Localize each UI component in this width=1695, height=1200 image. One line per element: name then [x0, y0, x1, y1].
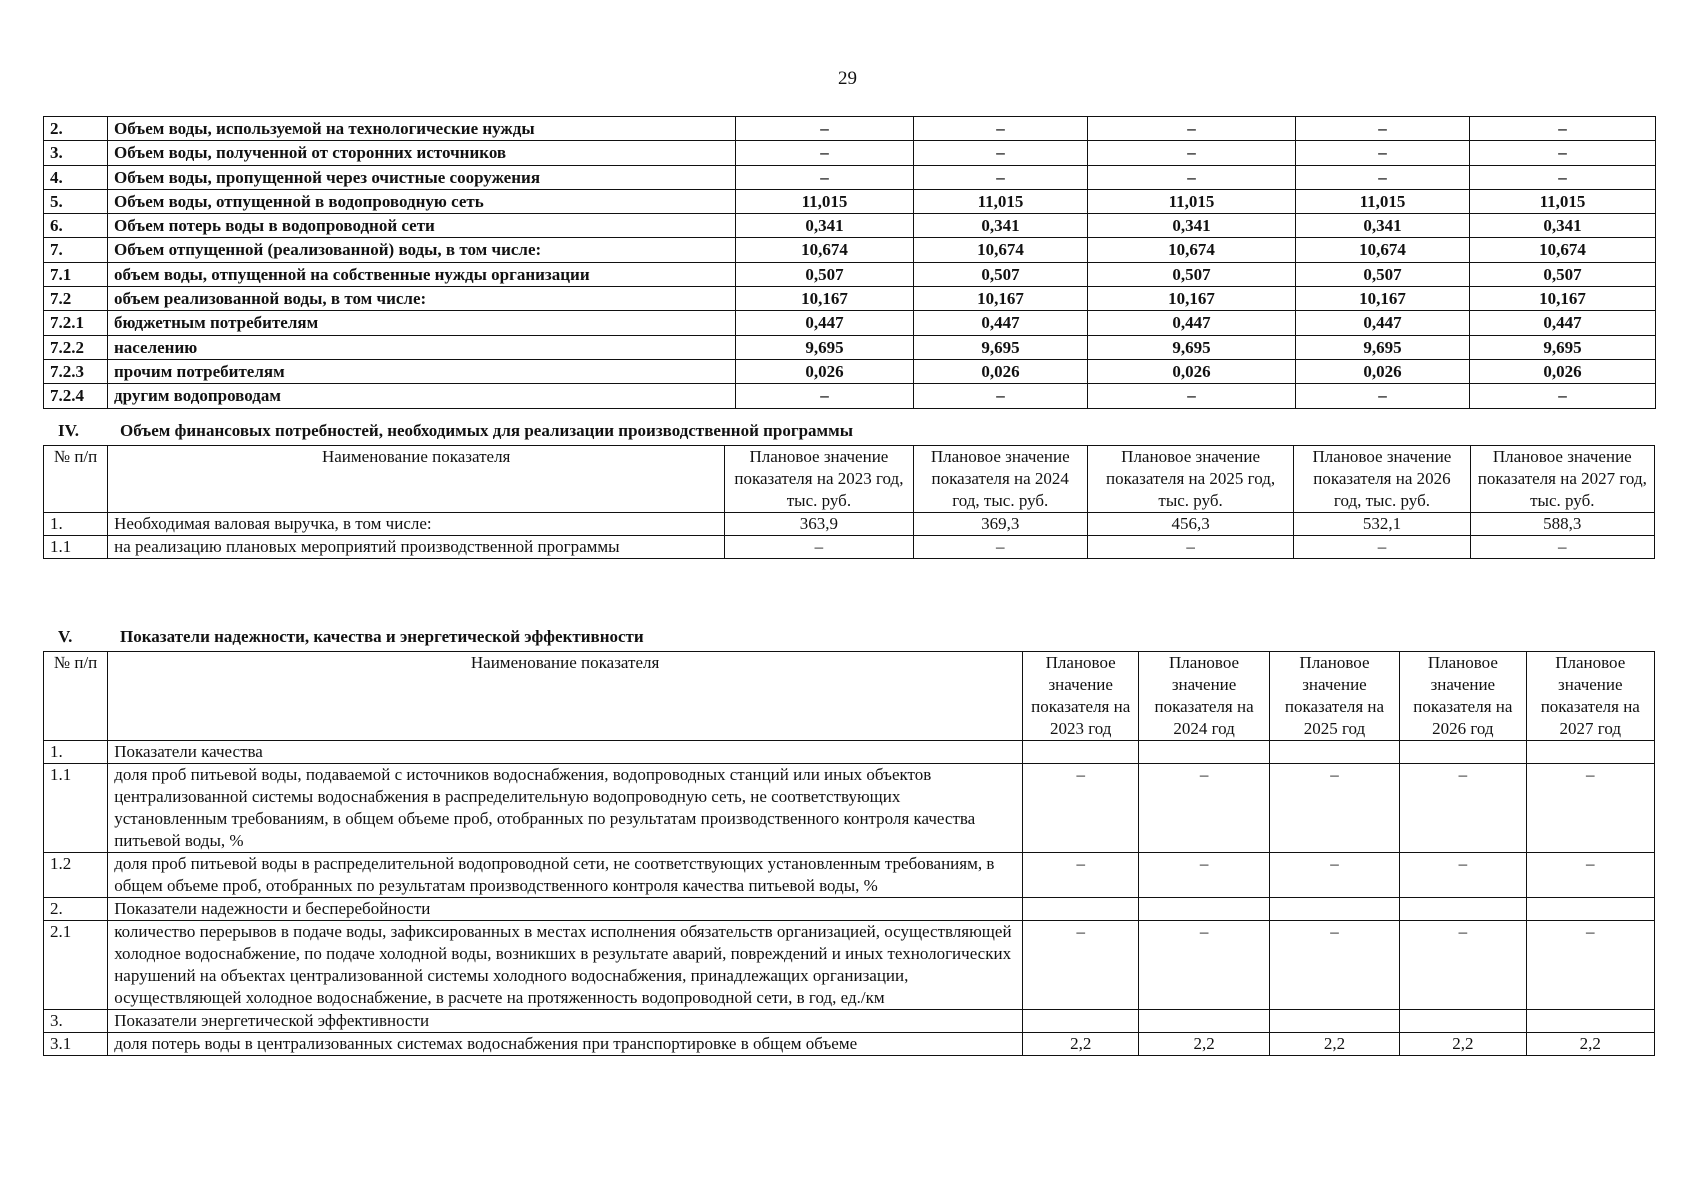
value-cell: 10,167 [1470, 287, 1656, 311]
table-row [44, 165, 1656, 189]
value-cell: – [1294, 536, 1470, 559]
table-row [44, 741, 1655, 764]
header-num: № п/п [44, 652, 108, 741]
value-cell: 0,447 [736, 311, 914, 335]
row-number: 7.2.3 [44, 359, 108, 383]
value-cell: 0,507 [1470, 262, 1656, 286]
value-cell: 10,674 [1296, 238, 1470, 262]
value-cell: 10,674 [1088, 238, 1296, 262]
row-name: объем реализованной воды, в том числе: [108, 287, 736, 311]
value-cell: – [1296, 384, 1470, 408]
row-number: 2. [44, 898, 108, 921]
table-row [44, 513, 1655, 536]
value-cell: 9,695 [1470, 335, 1656, 359]
row-name: Объем воды, отпущенной в водопроводную сеть [108, 189, 736, 213]
value-cell: 10,167 [914, 287, 1088, 311]
table-row [44, 1033, 1655, 1056]
value-cell: – [725, 536, 913, 559]
value-cell: 10,674 [1470, 238, 1656, 262]
value-cell [1139, 1010, 1269, 1033]
value-cell: 2,2 [1269, 1033, 1399, 1056]
row-number: 7.2.2 [44, 335, 108, 359]
row-name: Объем потерь воды в водопроводной сети [108, 214, 736, 238]
row-name: на реализацию плановых мероприятий производственной программы [108, 536, 725, 559]
value-cell: – [914, 117, 1088, 141]
table-row [44, 117, 1656, 141]
table-row [44, 262, 1656, 286]
value-cell [1269, 898, 1399, 921]
value-cell: 9,695 [736, 335, 914, 359]
header-year-2024: Плановое значение показателя на 2024 год [1139, 652, 1269, 741]
value-cell [1269, 741, 1399, 764]
value-cell: 0,026 [736, 359, 914, 383]
value-cell: 10,674 [914, 238, 1088, 262]
reliability-quality-table [43, 651, 1655, 1056]
value-cell: 0,507 [1296, 262, 1470, 286]
row-number: 1. [44, 741, 108, 764]
value-cell: – [914, 384, 1088, 408]
value-cell: – [736, 117, 914, 141]
value-cell: 11,015 [736, 189, 914, 213]
value-cell: 10,674 [736, 238, 914, 262]
value-cell: 11,015 [914, 189, 1088, 213]
row-name: Показатели энергетической эффективности [108, 1010, 1023, 1033]
value-cell: – [1470, 141, 1656, 165]
row-number: 1. [44, 513, 108, 536]
row-name: Объем воды, пропущенной через очистные сооружения [108, 165, 736, 189]
header-year-2023: Плановое значение показателя на 2023 год, тыс. руб. [725, 446, 913, 513]
value-cell: 10,167 [1296, 287, 1470, 311]
value-cell: 0,507 [914, 262, 1088, 286]
value-cell: 0,341 [1088, 214, 1296, 238]
value-cell: 11,015 [1088, 189, 1296, 213]
value-cell: – [1526, 764, 1654, 853]
value-cell: 10,167 [1088, 287, 1296, 311]
table-row [44, 335, 1656, 359]
water-balance-table [43, 116, 1656, 409]
row-name: объем воды, отпущенной на собственные нужды организации [108, 262, 736, 286]
row-name: Объем отпущенной (реализованной) воды, в том числе: [108, 238, 736, 262]
value-cell [1139, 741, 1269, 764]
value-cell: – [1088, 117, 1296, 141]
header-year-2026: Плановое значение показателя на 2026 год [1400, 652, 1526, 741]
value-cell: – [736, 141, 914, 165]
table-row [44, 238, 1656, 262]
header-year-2026: Плановое значение показателя на 2026 год, тыс. руб. [1294, 446, 1470, 513]
value-cell: 0,447 [914, 311, 1088, 335]
value-cell: 2,2 [1526, 1033, 1654, 1056]
row-number: 1.1 [44, 764, 108, 853]
value-cell: – [1088, 384, 1296, 408]
value-cell: – [1470, 384, 1656, 408]
value-cell: – [1088, 141, 1296, 165]
header-name: Наименование показателя [108, 446, 725, 513]
section-5-heading: Показатели надежности, качества и энергетической эффективности [120, 627, 644, 646]
value-cell: – [913, 536, 1087, 559]
value-cell: – [1400, 764, 1526, 853]
row-number: 7.2.1 [44, 311, 108, 335]
row-name: Необходимая валовая выручка, в том числе: [108, 513, 725, 536]
value-cell: 363,9 [725, 513, 913, 536]
value-cell: 9,695 [1088, 335, 1296, 359]
value-cell: 0,507 [1088, 262, 1296, 286]
section-4-heading: Объем финансовых потребностей, необходимых для реализации производственной программы [120, 421, 853, 440]
value-cell: 0,341 [1470, 214, 1656, 238]
table-row [44, 853, 1655, 898]
value-cell: 0,026 [914, 359, 1088, 383]
value-cell: 0,341 [1296, 214, 1470, 238]
value-cell: 9,695 [914, 335, 1088, 359]
value-cell: 0,341 [736, 214, 914, 238]
row-number: 7.2 [44, 287, 108, 311]
row-number: 3. [44, 1010, 108, 1033]
value-cell: 11,015 [1470, 189, 1656, 213]
value-cell: – [1088, 165, 1296, 189]
value-cell: – [1139, 921, 1269, 1010]
row-number: 5. [44, 189, 108, 213]
row-name: Объем воды, используемой на технологические нужды [108, 117, 736, 141]
value-cell: – [914, 165, 1088, 189]
row-number: 2.1 [44, 921, 108, 1010]
table-row [44, 536, 1655, 559]
row-name: бюджетным потребителям [108, 311, 736, 335]
value-cell [1023, 1010, 1139, 1033]
value-cell: – [1470, 536, 1654, 559]
value-cell: – [1470, 117, 1656, 141]
header-year-2027: Плановое значение показателя на 2027 год, тыс. руб. [1470, 446, 1654, 513]
row-name: доля потерь воды в централизованных системах водоснабжения при транспортировке в общем объеме [108, 1033, 1023, 1056]
value-cell: – [1526, 921, 1654, 1010]
value-cell: 588,3 [1470, 513, 1654, 536]
value-cell: – [1470, 165, 1656, 189]
value-cell: – [1296, 141, 1470, 165]
header-name: Наименование показателя [108, 652, 1023, 741]
row-number: 6. [44, 214, 108, 238]
table-row [44, 214, 1656, 238]
table-row [44, 384, 1656, 408]
value-cell: 2,2 [1139, 1033, 1269, 1056]
value-cell: 0,447 [1296, 311, 1470, 335]
table-row [44, 1010, 1655, 1033]
row-name: доля проб питьевой воды, подаваемой с источников водоснабжения, водопроводных станций или иных объектов централизованной системы водоснабжения в распределительную водопроводную сеть, не соответствующих установленным требованиям, в общем объеме проб, отобранных по результатам производственного контроля качества питьевой воды, % [108, 764, 1023, 853]
table-row [44, 311, 1656, 335]
row-name: населению [108, 335, 736, 359]
table-row [44, 287, 1656, 311]
value-cell: 532,1 [1294, 513, 1470, 536]
value-cell: – [736, 165, 914, 189]
table-row [44, 359, 1656, 383]
financial-needs-table [43, 445, 1655, 559]
value-cell: 0,447 [1088, 311, 1296, 335]
value-cell: 0,447 [1470, 311, 1656, 335]
value-cell: – [1023, 921, 1139, 1010]
row-name: Объем воды, полученной от сторонних источников [108, 141, 736, 165]
value-cell: 2,2 [1023, 1033, 1139, 1056]
header-year-2025: Плановое значение показателя на 2025 год, тыс. руб. [1087, 446, 1293, 513]
table-row [44, 921, 1655, 1010]
value-cell: 0,026 [1296, 359, 1470, 383]
value-cell: – [1139, 764, 1269, 853]
row-number: 7. [44, 238, 108, 262]
row-number: 3. [44, 141, 108, 165]
value-cell [1400, 898, 1526, 921]
value-cell: 11,015 [1296, 189, 1470, 213]
value-cell: – [1400, 921, 1526, 1010]
value-cell [1269, 1010, 1399, 1033]
row-number: 3.1 [44, 1033, 108, 1056]
table-row [44, 189, 1656, 213]
row-number: 4. [44, 165, 108, 189]
section-4-title [58, 421, 853, 441]
value-cell [1400, 741, 1526, 764]
value-cell: – [1269, 764, 1399, 853]
value-cell: – [1023, 853, 1139, 898]
header-year-2025: Плановое значение показателя на 2025 год [1269, 652, 1399, 741]
value-cell: – [1269, 921, 1399, 1010]
row-name: прочим потребителям [108, 359, 736, 383]
value-cell [1526, 741, 1654, 764]
value-cell [1526, 1010, 1654, 1033]
page-number: 29 [838, 68, 857, 89]
table-row [44, 141, 1656, 165]
row-name: количество перерывов в подаче воды, зафиксированных в местах исполнения обязательств организацией, осуществляющей холодное водоснабжение, по подаче холодной воды, возникших в результате аварий, повреждений и иных технологических нарушений на объектах централизованной системы холодного водоснабжения, принадлежащих организации, осуществляющей холодное водоснабжение, в расчете на протяженность водопроводной сети, в год, ед./км [108, 921, 1023, 1010]
value-cell: – [1087, 536, 1293, 559]
row-name: доля проб питьевой воды в распределительной водопроводной сети, не соответствующих установленным требованиям, в общем объеме проб, отобранных по результатам производственного контроля качества питьевой воды, % [108, 853, 1023, 898]
row-name: Показатели надежности и бесперебойности [108, 898, 1023, 921]
value-cell: – [1023, 764, 1139, 853]
value-cell [1023, 741, 1139, 764]
value-cell: 369,3 [913, 513, 1087, 536]
section-4-number: IV. [58, 421, 79, 440]
row-number: 1.2 [44, 853, 108, 898]
row-name: Показатели качества [108, 741, 1023, 764]
row-number: 2. [44, 117, 108, 141]
value-cell: – [1296, 117, 1470, 141]
value-cell: 10,167 [736, 287, 914, 311]
value-cell: – [1400, 853, 1526, 898]
section-5-number: V. [58, 627, 73, 646]
value-cell: 0,341 [914, 214, 1088, 238]
row-number: 1.1 [44, 536, 108, 559]
row-name: другим водопроводам [108, 384, 736, 408]
value-cell [1526, 898, 1654, 921]
value-cell: – [1269, 853, 1399, 898]
header-year-2023: Плановое значение показателя на 2023 год [1023, 652, 1139, 741]
value-cell: 0,026 [1088, 359, 1296, 383]
value-cell: – [736, 384, 914, 408]
value-cell [1139, 898, 1269, 921]
header-year-2024: Плановое значение показателя на 2024 год, тыс. руб. [913, 446, 1087, 513]
value-cell: – [1526, 853, 1654, 898]
section-5-title [58, 627, 644, 647]
value-cell [1023, 898, 1139, 921]
value-cell: 0,026 [1470, 359, 1656, 383]
value-cell: 2,2 [1400, 1033, 1526, 1056]
value-cell: – [1296, 165, 1470, 189]
row-number: 7.2.4 [44, 384, 108, 408]
value-cell: 0,507 [736, 262, 914, 286]
value-cell [1400, 1010, 1526, 1033]
value-cell: 456,3 [1087, 513, 1293, 536]
header-num: № п/п [44, 446, 108, 513]
value-cell: – [914, 141, 1088, 165]
table-row [44, 764, 1655, 853]
table-row [44, 898, 1655, 921]
row-number: 7.1 [44, 262, 108, 286]
value-cell: – [1139, 853, 1269, 898]
header-year-2027: Плановое значение показателя на 2027 год [1526, 652, 1654, 741]
value-cell: 9,695 [1296, 335, 1470, 359]
